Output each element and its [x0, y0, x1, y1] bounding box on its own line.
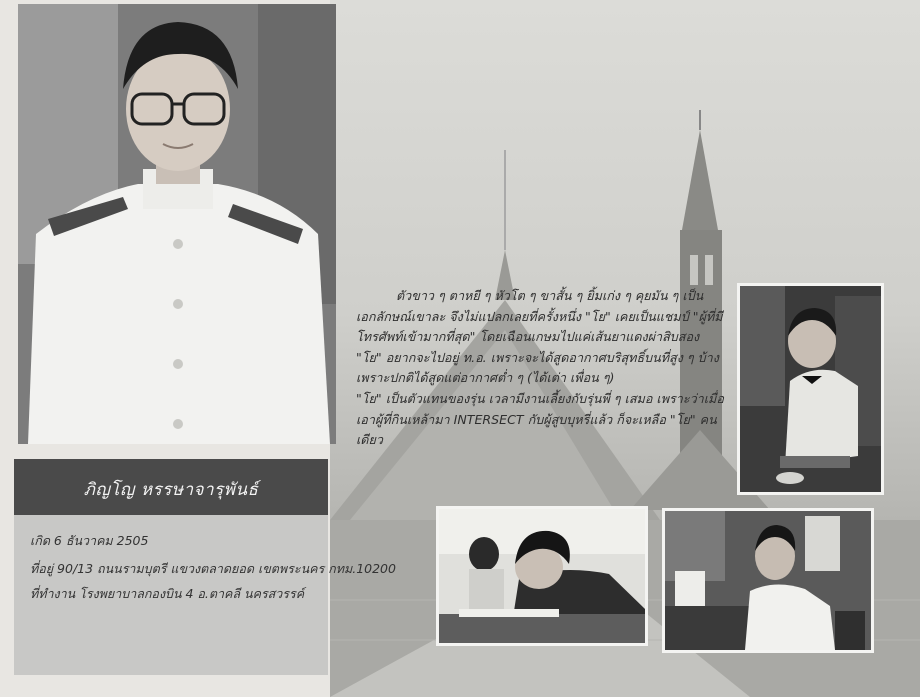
- birth-date: เกิด 6 ธันวาคม 2505: [30, 533, 149, 548]
- bio-line: เอกลักษณ์เขาละ จึงไม่แปลกเลยที่ครั้งหนึ่ง "โย" เคยเป็นแชมป์ "ผู้ที่มี: [356, 308, 723, 324]
- workplace: ที่ทำงาน โรงพยาบาลกองบิน 4 อ.ตาคลี นครสวรรค์: [30, 586, 305, 601]
- bio-line: "โย" เป็นตัวแทนของรุ่น เวลามีงานเลี้ยงกับรุ่นพี่ ๆ เสมอ เพราะว่าเมื่อ: [356, 390, 724, 406]
- address: ที่อยู่ 90/13 ถนนรามบุตรี แขวงตลาดยอด เขตพระนคร กทม.10200: [30, 561, 396, 576]
- portrait-photo: [18, 4, 336, 444]
- bio-line: "โย" อยากจะไปอยู่ ท.อ. เพราะจะได้สูดอากาศบริสุทธิ์บนที่สูง ๆ บ้าง: [356, 349, 719, 365]
- studying-photo: [436, 506, 648, 646]
- uniform-room-photo: [662, 508, 874, 653]
- bio-line: โทรศัพท์เข้ามากที่สุด" โดยเฉือนเกษมไปแค่เส้นยาแดงผ่าสิบสอง: [356, 329, 700, 345]
- biography-text: [356, 286, 728, 451]
- bio-line: เพราะปกติได้สูดแต่อากาศต่ำ ๆ (ได้เต่า เพื่อน ๆ): [356, 370, 615, 386]
- bio-line: เดียว: [356, 432, 383, 448]
- childhood-photo: [737, 283, 884, 495]
- bio-line: เอาผู้ที่กินเหล้ามา INTERSECT กับผู้สูบบุหรี่แล้ว ก็จะเหลือ "โย" คน: [356, 411, 717, 427]
- person-name: ภิญโญ หรรษาจารุพันธ์: [83, 480, 259, 500]
- bio-line: ตัวขาว ๆ ตาหยี ๆ หัวโต ๆ ขาสั้น ๆ ยิ้มเก่ง ๆ คุยมัน ๆ เป็น: [396, 288, 704, 303]
- info-panel: [14, 515, 396, 675]
- name-bar: [14, 459, 328, 515]
